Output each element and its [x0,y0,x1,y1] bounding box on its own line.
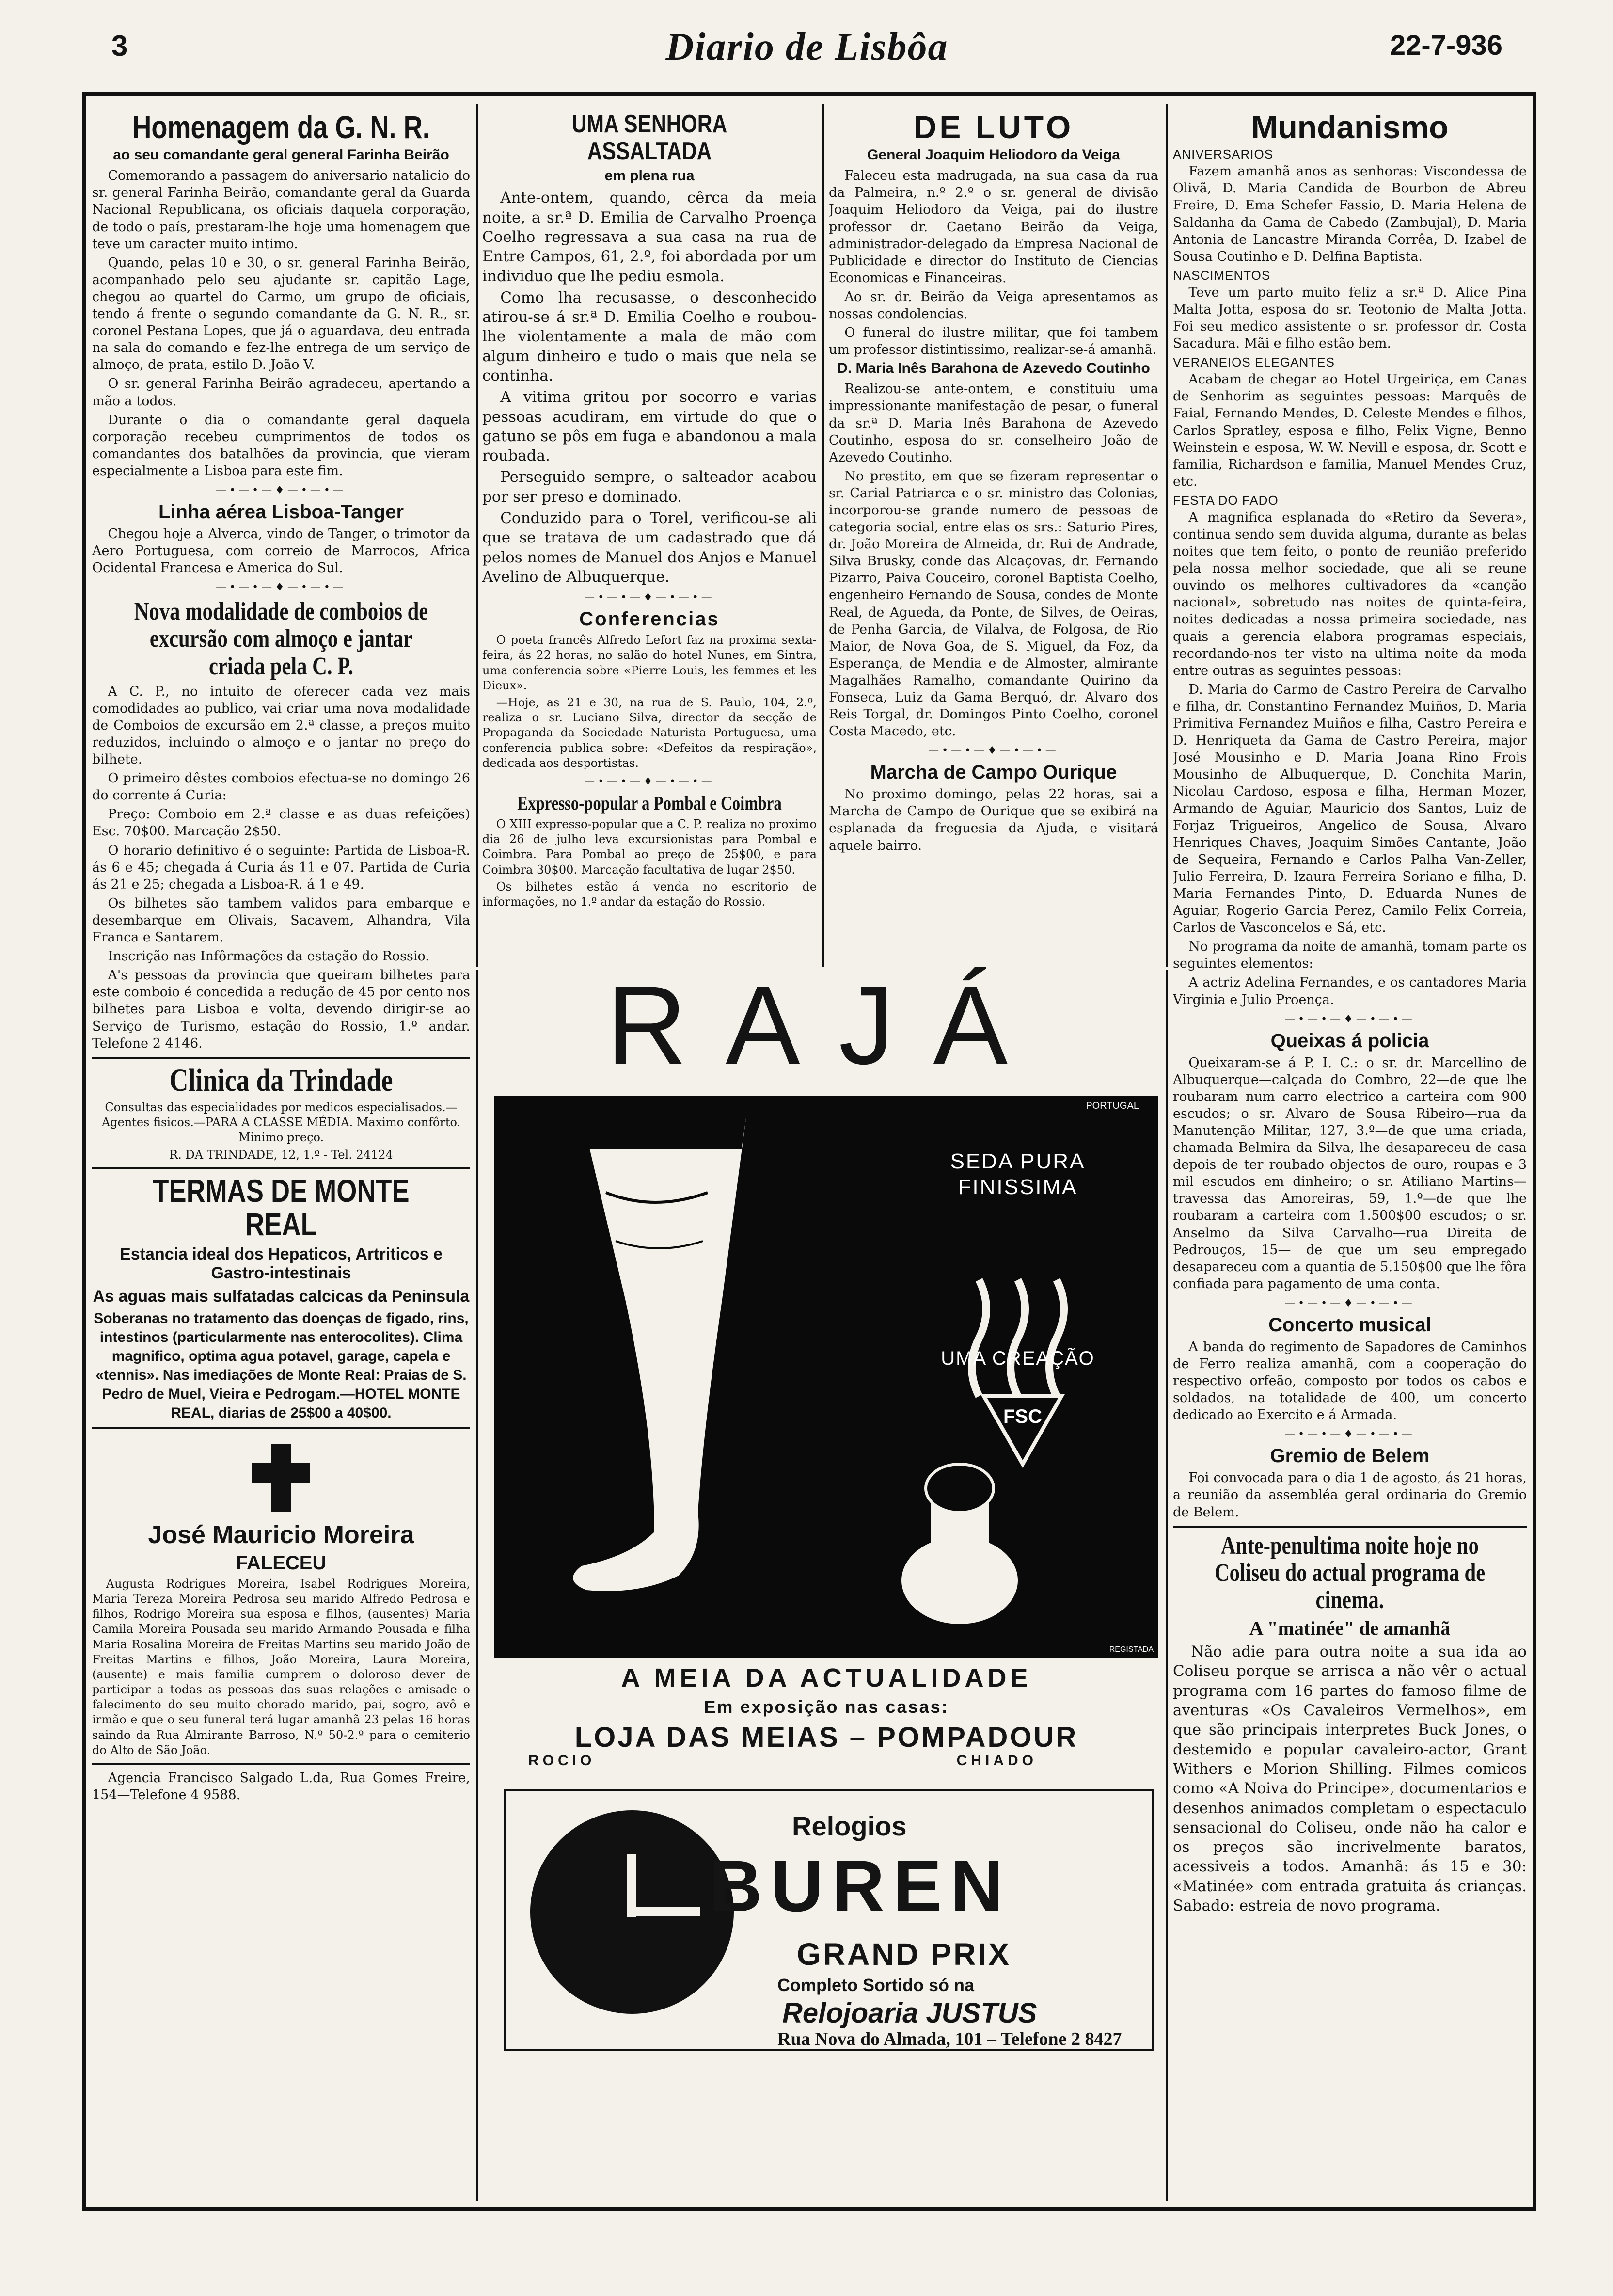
paragraph: A actriz Adelina Fernandes, e os cantadores Maria Virginia e Julio Proença. [1173,975,1527,1007]
paragraph: Como lha recusasse, o desconhecido atirou-se á sr.ª D. Emilia Coelho e roubou-lhe violentamente a mala de mão com algum dinheiro e tudo o mais que nela se continha. [482,288,817,384]
section-label: NASCIMENTOS [1173,268,1271,283]
article-subtitle: General Joaquim Heliodoro da Veiga [867,147,1120,163]
ad-text: Consultas das especialidades por medicos especialisados.—Agentes fisicos.—PARA A CLASSE MÉDIA. Maximo confôrto. Minimo preço. [101,1100,461,1145]
column-rule [822,104,824,967]
paragraph: Preço: Comboio em 2.ª classe e as duas refeições) Esc. 70$00. Marcação 2$50. [92,807,470,839]
paragraph: A's pessoas da provincia que queiram bilhetes para este comboio é concedida a redução de 45 por cento nos bilhetes para Lisboa e volta, devendo dirigir-se ao Serviço de Turismo, estação do Rossio, 1.º andar. Telefone 2 4146. [92,968,470,1051]
paragraph: Faleceu esta madrugada, na sua casa da rua da Palmeira, n.º 2.º o sr. general de divisão Joaquim Heliodoro da Veiga, pai do ilustre professor dr. Caetano Beirão da Veiga, administrador-delegado da Empresa Nacional de Publicidade e director do Instituto de Ciencias Economicas e Financeiras. [829,168,1158,286]
separator-ornament: —•—•—♦—•—•— [1284,1428,1415,1441]
paragraph: Perseguido sempre, o salteador acabou por ser preso e dominado. [482,468,817,506]
raja-creacao: UMA CREAÇÃO [941,1348,1095,1369]
paragraph: O sr. general Farinha Beirão agradeceu, apertando a mão a todos. [92,376,470,409]
ad-text: Soberanas no tratamento das doenças de figado, rins, intestinos (particularmente nas enterocolites). Clima magnifico, optima agua potavel, garage, capela e «tennis». Nas imediações de Monte Real: Praias de S. Pedro de Muel, Vieira e Pedrogam.—HOTEL MONTE REAL, diarias de 25$00 a 40$00. [94,1310,469,1421]
column-4 [1173,107,1527,2201]
raja-slogan: A MEIA DA ACTUALIDADE [621,1663,1032,1692]
obituary-agency: Agencia Francisco Salgado L.da, Rua Gomes Freire, 154—Telefone 4 9588. [92,1770,470,1803]
article-title: UMA SENHORA ASSALTADA [571,110,727,166]
raja-exposicao: Em exposição nas casas: [704,1697,949,1717]
buren-brand: BUREN [710,1845,1012,1927]
paragraph: Conduzido para o Torel, verificou-se ali que se tratava de um cadastrado que dá pelos nomes de Manuel dos Anjos e Manuel Avelino de Albuquerque. [482,510,817,586]
paragraph: No prestito, em que se fizeram representar o sr. Carial Patriarca e o sr. ministro das Colonias, incorporou-se grande numero de pessoas de categoria social, entre elas os srs.: Saturio Pires, dr. João Moreira de Almeida, dr. Rui de Andrade, Silva Brusky, conde das Alcaçovas, dr. Fernando Pizarro, Paiva Couceiro, coronel Baptista Coelho, engenheiro Fernando de Sousa, condes de Monte Real, de Agueda, da Ponte, de Silves, de Oeiras, de Penha Garcia, de Vilalva, de Folgosa, de Rio Maior, de Nova Goa, de S. Miguel, da Foz, da Esperança, de Mendia e de Almoster, almirante Magalhães Ramalho, comandante Quirino da Fonseca, Luiz da Gama Berquó, dr. Alvaro dos Reis Torgal, dr. Domingos Pinto Coelho, coronel Costa Macedo, etc. [829,468,1158,739]
buren-grand-prix: GRAND PRIX [797,1937,1011,1972]
buren-store: Relojoaria JUSTUS [782,1997,1037,2029]
column-3 [829,107,1158,970]
paragraph: A magnifica esplanada do «Retiro da Severa», continua sendo sem duvida alguma, durante as belas noites que tem feito, o ponto de reunião preferido pela nossa melhor sociedade, que ali se reune ouvindo os melhores cultivadores da «canção nacional», sobretudo nas noites de quinta-feira, noites dedicadas a nossa primeira sociedade, nas quais a gerencia elabora programas especiais, recordando-nos ter visto na ultima noite da moda entre outras as seguintes pessoas: [1173,510,1527,678]
raja-illustration [494,1096,1158,1658]
paragraph: Os bilhetes estão á venda no escritorio de informações, no 1.º andar da estação do Rossio. [482,879,817,909]
paragraph: A C. P., no intuito de oferecer cada vez mais comodidades ao publico, vai criar uma nova modalidade de Comboios de excursão em 2.ª classe, a preços muito reduzidos, incluindo o almoço e o jantar no preço do bilhete. [92,684,470,767]
article-title: DE LUTO [913,109,1074,145]
paragraph: Inscrição nas Infôrmações da estação do Rossio. [108,949,429,964]
divider [92,1427,470,1429]
article-title: Queixas á policia [1270,1030,1429,1052]
separator-ornament: —•—•—♦—•—•— [1284,1297,1415,1309]
separator-ornament: —•—•—♦—•—•— [1284,1013,1415,1025]
paragraph: Chegou hoje a Alverca, vindo de Tanger, o trimotor da Aero Portuguesa, com correio de Marrocos, Africa Ocidental Francesa e America do Sul. [92,526,470,576]
paragraph: Acabam de chegar ao Hotel Urgeiriça, em Canas de Senhorim as seguintes pessoas: Marquês de Faial, Fernando Mendes, D. Celeste Mendes e filhos, Carlos Spratley, esposa e filho, Felix Vigne, Benno Weinstein e esposa, W. W. Nevill e esposa, dr. Scott e familia, Richardson e familia, Manuel Mendes Cruz, etc. [1173,372,1527,489]
paragraph: O horario definitivo é o seguinte: Partida de Lisboa-R. ás 6 e 45; chegada á Curia ás 11 e 07. Partida de Curia ás 21 e 25; chegada a Lisboa-R. á 1 e 49. [92,843,470,892]
article-title: Homenagem da G. N. R. [132,109,430,145]
newspaper-title: Diario de Lisbôa [665,26,949,68]
article-title: Concerto musical [1268,1314,1431,1336]
paragraph: Quando, pelas 10 e 30, o sr. general Farinha Beirão, acompanhado pelo seu ajudante sr. capitão Lage, chegou ao quartel do Carmo, um grupo de oficiais, tendo á frente o segundo comandante da G. N. R., sr. coronel Pestana Lopes, que já o aguardava, deu entrada na sala do comando e fez-lhe entrega de um serviço de almoço, de prata, estilo D. João V. [92,255,470,373]
article-subtitle: A "matinée" de amanhã [1249,1617,1451,1640]
paragraph: Fazem amanhã anos as senhoras: Viscondessa de Olivã, D. Maria Candida de Bourbon de Abreu Freire, D. Ema Schefer Fassio, D. Maria Helena de Saldanha da Gama de Cabedo (Zambujal), D. Maria Antonia de Lancastre Miranda Corrêa, D. Izabel de Sousa Coutinho e D. Delfina Baptista. [1173,164,1527,264]
column-rule [476,970,478,2201]
separator-ornament: —•—•—♦—•—•— [216,484,347,496]
obituary-text: Augusta Rodrigues Moreira, Isabel Rodrigues Moreira, Maria Tereza Moreira Pedrosa seu marido Alfredo Pedrosa e filhos, Rodrigo Moreira sua esposa e filhos, (ausentes) Maria Camila Moreira Pousada seu marido Armando Pousada e filha Maria Rosalina Moreira de Freitas Martins seu marido João de Freitas Martins e filhos, João Moreira, Laura Moreira, (ausente) e mais familia cumprem o doloroso dever de participar a todas as pessoas das suas relações e amisade o falecimento do seu muito chorado marido, pai, sogro, avô e irmão e que o seu funeral terá lugar amanhã 23 pelas 16 horas saindo da Rua Almirante Barroso, N.º 50-2.º para o cemiterio do Alto de São João. [92,1577,470,1757]
column-1 [92,107,470,2201]
paragraph: O primeiro dêstes comboios efectua-se no domingo 26 do corrente á Curia: [92,771,470,803]
paragraph: Durante o dia o comandante geral daquela corporação recebeu cumprimentos de todos os comandantes dos batalhões da provincia, que vieram especialmente a Lisboa para este fim. [92,412,470,478]
buren-advertisement [504,1789,1154,2051]
raja-registered: REGISTADA [1109,1645,1154,1654]
raja-location-rocio: ROCIO [528,1753,596,1769]
paragraph: Foi convocada para o dia 1 de agosto, ás 21 horas, a reunião da assembléa geral ordinaria do Gremio de Belem. [1173,1470,1527,1520]
paragraph: —Hoje, as 21 e 30, na rua de S. Paulo, 104, 2.º, realiza o sr. Luciano Silva, director da secção de Propaganda da Sociedade Naturista Portuguesa, uma conferencia publica sobre: «Defeitos da respiração», dedicada aos desportistas. [482,696,817,770]
section-label: ANIVERSARIOS [1173,147,1274,162]
raja-advertisement [490,963,1163,1769]
section-label: FESTA DO FADO [1173,493,1279,508]
section-label: VERANEIOS ELEGANTES [1173,355,1335,370]
divider [92,1057,470,1059]
separator-ornament: —•—•—♦—•—•— [928,745,1059,757]
article-subtitle: em plena rua [604,168,695,184]
column-rule [1166,970,1168,2201]
ad-subtitle: As aguas mais sulfatadas calcicas da Peninsula [93,1287,470,1306]
article-subtitle: ao seu comandante geral general Farinha Beirão [113,147,449,163]
obituary-name: José Mauricio Moreira [148,1520,414,1549]
raja-origin: PORTUGAL [1086,1100,1139,1111]
fsc-logo: FSC [1003,1406,1042,1427]
buren-address: Rua Nova do Almada, 101 – Telefone 2 8427 [777,2029,1122,2049]
masthead [111,26,1502,68]
separator-ornament: —•—•—♦—•—•— [584,775,715,788]
paragraph: Ante-ontem, quando, cêrca da meia noite, a sr.ª D. Emilia de Carvalho Proença Coelho regressava a sua casa na rua de Entre Campos, 61, 2.º, foi abordada por um individuo que lhe pediu esmola. [482,189,817,285]
article-title: Linha aérea Lisboa-Tanger [158,501,404,523]
article-title: Mundanismo [1251,109,1449,145]
article-title: Marcha de Campo Ourique [870,762,1117,783]
article-title: Ante-penultima noite hoje no Coliseu do actual programa de cinema. [1214,1531,1486,1614]
raja-stores: LOJA DAS MEIAS – POMPADOUR [574,1722,1078,1753]
raja-brand: RAJÁ [606,963,1046,1087]
paragraph: O XIII expresso-popular que a C. P. realiza no proximo dia 26 de julho leva excursionistas para Pombal e Coimbra. Para Pombal ao preço de 25$00, e para Coimbra 30$00. Marcação facultativa de lugar 2$50. [482,817,817,877]
column-2 [482,107,817,970]
buren-sortido: Completo Sortido só na [777,1975,975,1995]
divider [1173,1526,1527,1528]
paragraph: A vitima gritou por socorro e varias pessoas acudiram, em virtude do que o gatuno se pôs em fuga e abandonou a mala roubada. [482,388,817,465]
paragraph: O poeta francês Alfredo Lefort faz na proxima sexta-feira, ás 22 horas, no salão do hotel Nunes, em Sintra, uma conferencia sobre «Pierre Louis, les femmes et les Dieux». [482,633,817,692]
paragraph: Teve um parto muito feliz a sr.ª D. Alice Pina Malta Jotta, esposa do sr. Teotonio de Malta Jotta. Foi seu medico assistente o sr. professor dr. Costa Sacadura. Mãi e filho estão bem. [1173,285,1527,351]
separator-ornament: —•—•—♦—•—•— [584,591,715,604]
separator-ornament: —•—•—♦—•—•— [216,581,347,594]
buren-relogios: Relogios [792,1811,907,1841]
article-title: Nova modalidade de comboios de excursão com almoço e jantar criada pela C. P. [134,598,428,680]
article-title: Gremio de Belem [1270,1445,1430,1467]
paragraph: Ao sr. dr. Beirão da Veiga apresentamos as nossas condolencias. [829,289,1158,322]
article-title: Expresso-popular a Pombal e Coimbra [517,792,782,814]
paragraph: Não adie para outra noite a sua ida ao Coliseu porque se arrisca a não vêr o actual programa com 16 partes do famoso filme de aventuras «Os Cavaleiros Vermelhos», em que são principais interpretes Buck Jones, o destemido e popular cavaleiro-actor, Grant Withers e Morion Shilling. Filmes comicos como «A Noiva do Principe», documentarios e desenhos animados completam o espectaculo sensacional do Coliseu, onde não ha calor e os preços são incrivelmente baratos, acessiveis a todos. Amanhã: ás 15 e 30: «Matinée» com entrada gratuita ás crianças. Sabado: estreia de novo programa. [1173,1643,1527,1914]
paragraph: No proximo domingo, pelas 22 horas, sai a Marcha de Campo de Ourique que se exibirá na esplanada da freguesia da Ajuda, e visitará aquele bairro. [829,787,1158,853]
issue-date: 22-7-936 [1390,30,1502,61]
paragraph: Os bilhetes são tambem validos para embarque e desembarque em Olivais, Sacavem, Alhandra, Vila Franca e Santarem. [92,895,470,945]
ad-address: R. DA TRINDADE, 12, 1.º - Tel. 24124 [169,1148,393,1162]
paragraph: No programa da noite de amanhã, tomam parte os seguintes elementos: [1173,939,1527,972]
raja-tagline: SEDA PURA FINISSIMA [950,1149,1086,1199]
column-rule [1166,104,1168,967]
ad-title: TERMAS DE MONTE REAL [153,1172,410,1243]
ad-title: Clinica da Trindade [169,1062,393,1098]
paragraph: D. Maria do Carmo de Castro Pereira de Carvalho e filha, dr. Constantino Fernandez Muiños, D. Maria Primitiva Fernandez Muiños e filha, Castro Pereira e D. Henriqueta da Gama de Castro Pereira, major José Mousinho e D. Maria Joana Rino Frois Mousinho de Albuquerque, D. Conchita Marin, Nicolau Cardoso, esposa e filha, Herman Mozer, Armando de Aguiar, Mauricio dos Santos, Luiz de Forjaz Trigueiros, Angelico de Sousa, Alvaro Henriques Chaves, Joaquim Simões Cantante, João de Sequeira, Fernando e Carlos Palha Van-Zeller, Julio Ferreira, D. Izaura Ferreira Soriano e filha, D. Maria Fernandes Pinto, D. Eduarda Nunes de Aguiar, Rogerio Garcia Perez, Camilo Felix Correia, Carlos de Vasconcelos e Sá, etc. [1173,682,1527,936]
cross-icon [252,1444,310,1512]
raja-location-chiado: CHIADO [956,1753,1037,1769]
divider [92,1167,470,1169]
page-number: 3 [111,30,128,62]
paragraph: Comemorando a passagem do aniversario natalicio do sr. general Farinha Beirão, comandante geral da Guarda Nacional Republicana, os oficiais daquela corporação, de todo o país, prestaram-lhe hoje uma homenagem que teve um caracter muito intimo. [92,168,470,252]
obituary-faleceu: FALECEU [236,1552,327,1574]
article-title: Conferencias [579,608,720,630]
clock-icon [530,1810,734,2014]
column-rule [476,104,478,967]
paragraph: Queixaram-se á P. I. C.: o sr. dr. Marcellino de Albuquerque—calçada do Combro, 22—de que lhe roubaram num carro electrico a carteira com 900 escudos; o sr. Alvaro de Sousa Ribeiro—rua da Manutenção Militar, 127, 3.º—de que uma criada, chamada Belmira da Silva, lhe desapareceu de casa depois de ter roubado objectos de ouro, roupas e 3 mil escudos em dinheiro; o sr. Atiliano Martins—travessa das Amoreiras, 59, 1.º—de que lhe roubaram a carteira com 1.500$00 escudos; o sr. Anselmo da Silva Carvalho—rua Direita de Pedrouços, 15— de que um seu empregado desapareceu com a quantia de 5.150$00 que lhe fôra confiada para pagamento de uma conta. [1173,1055,1527,1292]
ad-subtitle: Estancia ideal dos Hepaticos, Artriticos e Gastro-intestinais [120,1245,443,1283]
paragraph: Realizou-se ante-ontem, e constituiu uma impressionante manifestação de pesar, o funeral da sr.ª D. Maria Inês Barahona de Azevedo Coutinho, esposa do sr. conselheiro João de Azevedo Coutinho. [829,382,1158,465]
paragraph: A banda do regimento de Sapadores de Caminhos de Ferro realiza amanhã, com a cooperação do respectivo orfeão, composto por todos os cabos e soldados, na totalidade de 400, um concerto dedicado ao Exercito e á Armada. [1173,1339,1527,1423]
article-subtitle: D. Maria Inês Barahona de Azevedo Coutinho [837,360,1150,377]
divider [92,1763,470,1765]
paragraph: O funeral do ilustre militar, que foi tambem um professor distintissimo, realizar-se-á amanhã. [829,325,1158,358]
